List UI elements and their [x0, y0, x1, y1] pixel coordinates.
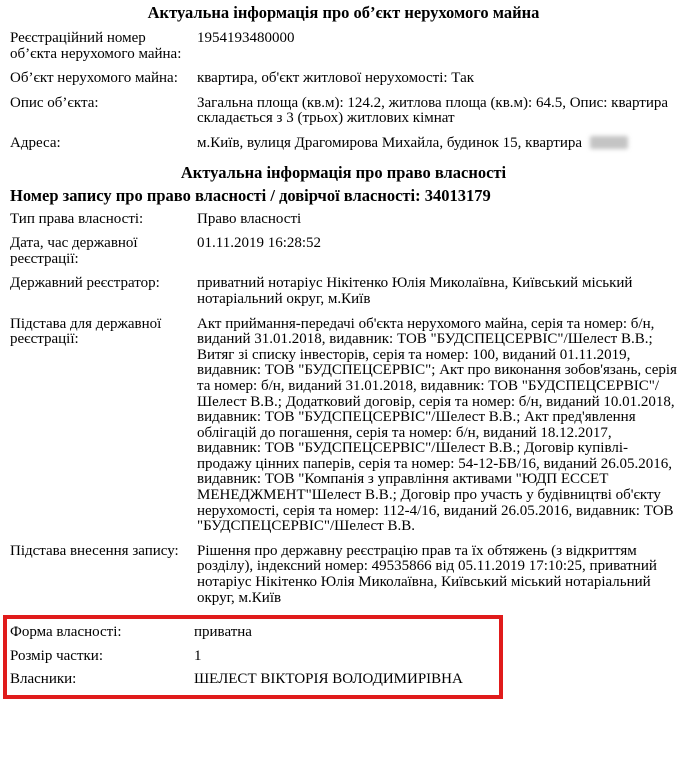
field-value: Акт приймання-передачі об'єкта нерухомого майна, серія та номер: б/н, виданий 31.01.2018, видавник: ТОВ "БУДСПЕЦСЕРВІС"/Шелест В.В.; Витяг зі списку інвесторів, серія та номер: 100, виданий 01.11.2019, видавник: ТОВ "БУДСПЕЦСЕРВІС"; Акт про виконання зобов'язань, серія та номер: б/н, виданий 31.01.2018, видавник: ТОВ "БУДСПЕЦСЕРВІС"/Шелест В.В.; Додатковий договір, серія та номер: б/н, виданий 10.01.2018, видавник: ТОВ "БУДСПЕЦСЕРВІС"/Шелест В.В.; Акт пред'явлення облігацій до погашення, серія та номер: б/н, виданий 18.12.2017, видавник: ТОВ "БУДСПЕЦСЕРВІС"/Шелест В.В.; Договір купівлі-продажу цінних паперів, серія та номер: 54-12-БВ/16, виданий 26.05.2016, видавник: ТОВ "Компанія з управління активами "ЮДП ЕССЕТ МЕНЕДЖМЕНТ"Шелест В.В.; Договір про участь у будівництві об'єкту нерухомості, серія та номер: 112-4/16, виданий 26.05.2016, видавник: ТОВ "БУДСПЕЦСЕРВІС"/Шелест В.В.: [197, 315, 677, 535]
field-label: Розмір частки:: [10, 647, 103, 664]
redacted-apartment-number: [590, 136, 628, 149]
field-row-address: [10, 136, 677, 152]
ownership-box: [3, 615, 503, 699]
field-row-registration-number: [10, 31, 677, 62]
field-label: Підстава для державної реєстрації:: [10, 315, 162, 348]
field-row-registration-datetime: [10, 236, 677, 267]
field-value: 1954193480000: [197, 30, 295, 46]
field-label: Власники:: [10, 671, 77, 688]
field-value: 01.11.2019 16:28:52: [197, 235, 322, 252]
field-row-owners: [10, 672, 495, 688]
section-title-ownership: Актуальна інформація про право власності: [180, 162, 507, 182]
field-row-share-size: [10, 649, 495, 665]
address-text: м.Київ, вулиця Драгомирова Михайла, будинок 15, квартира: [197, 134, 583, 151]
field-label: Об’єкт нерухомого майна:: [10, 70, 178, 87]
section-title-property: Актуальна інформація про об’єкт нерухомого майна: [147, 3, 540, 22]
field-row-registration-grounds: [10, 317, 677, 535]
field-row-object-type: [10, 71, 677, 87]
field-value: приватна: [194, 624, 252, 641]
field-label: Адреса:: [10, 134, 61, 151]
field-label: Підстава внесення запису:: [10, 542, 179, 559]
field-label: Форма власності:: [10, 624, 122, 641]
field-label: Тип права власності:: [10, 210, 144, 227]
field-value: приватний нотаріус Нікітенко Юлія Миколаївна, Київський міський нотаріальний округ, м.Київ: [197, 275, 633, 307]
field-label: Реєстраційний номер об’єкта нерухомого майна:: [10, 30, 182, 62]
field-value: Рішення про державну реєстрацію прав та їх обтяжень (з відкриттям розділу), індексний номер: 49535866 від 05.11.2019 17:10:25, приватний нотаріус Нікітенко Юлія Миколаївна, Київський міський нотаріальний округ, м.Київ: [197, 542, 657, 606]
ownership-record-number-line: Номер запису про право власності / довірчої власності: 34013179: [10, 185, 491, 205]
field-value: Право власності: [197, 210, 302, 227]
field-label: Опис об’єкта:: [10, 94, 99, 111]
field-row-object-description: [10, 96, 677, 127]
field-label: Державний реєстратор:: [10, 275, 160, 292]
field-value: [197, 136, 677, 152]
field-value: ШЕЛЕСТ ВІКТОРІЯ ВОЛОДИМИРІВНА: [194, 671, 463, 688]
field-row-ownership-form: [10, 625, 495, 641]
field-row-record-entry-grounds: [10, 544, 677, 606]
field-label: Дата, час державної реєстрації:: [10, 235, 138, 267]
field-row-state-registrar: [10, 276, 677, 307]
field-value: Загальна площа (кв.м): 124.2, житлова площа (кв.м): 64.5, Опис: квартира складається з 3 (трьох) житлових кімнат: [197, 94, 669, 127]
field-value: 1: [194, 647, 202, 664]
field-row-right-type: [10, 212, 677, 228]
field-value: квартира, об'єкт житлової нерухомості: Так: [197, 70, 475, 87]
